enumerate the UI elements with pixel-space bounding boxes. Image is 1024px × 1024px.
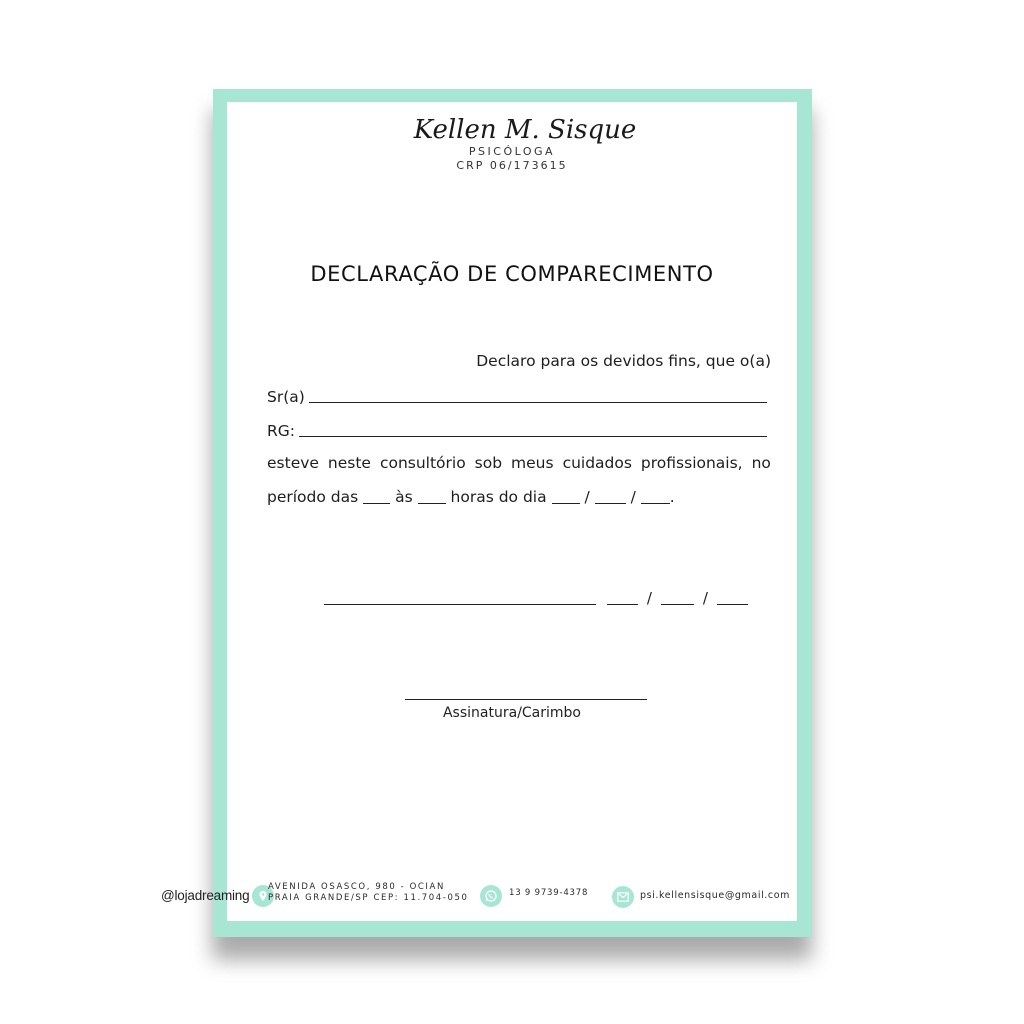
period-between: às [395, 488, 413, 506]
page-title: DECLARAÇÃO DE COMPARECIMENTO [310, 262, 714, 286]
place-blank [324, 603, 596, 605]
end-hour-blank [418, 502, 446, 504]
statement-word: neste [327, 454, 371, 472]
rg-field-row [267, 420, 767, 440]
start-hour-blank [363, 502, 390, 504]
period-end: . [669, 488, 675, 506]
statement-word: sob [474, 454, 503, 472]
statement-word: cuidados [562, 454, 632, 472]
name-field-row [267, 386, 767, 406]
intro-text: Declaro para os devidos fins, que o(a) [476, 352, 771, 370]
sign-year-blank [717, 603, 748, 605]
name-label: Sr(a) [267, 388, 305, 406]
statement-line [267, 454, 771, 472]
profession-label: PSICÓLOGA [468, 145, 556, 158]
watermark-handle: @lojadreaming [161, 888, 250, 903]
address-line-2: PRAIA GRANDE/SP CEP: 11.704-050 [268, 893, 469, 903]
signature-label: Assinatura/Carimbo [442, 705, 581, 721]
email-icon [612, 886, 634, 908]
statement-word: meus [511, 454, 554, 472]
address-block [268, 882, 468, 904]
statement-word: esteve [267, 454, 319, 472]
rg-blank-line [299, 422, 767, 437]
statement-word: consultório [379, 454, 466, 472]
year-blank [641, 502, 670, 504]
sign-month-blank [661, 603, 694, 605]
place-date-line [324, 589, 748, 607]
statement-word: profissionais, [640, 454, 743, 472]
whatsapp-icon [480, 885, 502, 907]
statement-word: no [751, 454, 771, 472]
period-hours-text: horas do dia [450, 488, 547, 506]
date-slash: / [646, 589, 652, 607]
logo-text: Kellen M. Sisque [413, 115, 637, 145]
date-slash: / [702, 589, 708, 607]
period-line [267, 488, 675, 506]
phone-number: 13 9 9739-4378 [509, 888, 589, 898]
day-blank [552, 502, 580, 504]
address-line-1: AVENIDA OSASCO, 980 - OCIAN [268, 882, 445, 892]
document-frame [213, 89, 812, 937]
date-slash: / [584, 488, 590, 506]
document-page [227, 102, 797, 921]
period-prefix: período das [267, 488, 359, 506]
month-blank [595, 502, 626, 504]
footer [227, 882, 797, 915]
email-address: psi.kellensisque@gmail.com [640, 890, 791, 901]
rg-label: RG: [267, 422, 296, 440]
date-slash: / [630, 488, 636, 506]
sign-day-blank [607, 603, 638, 605]
signature-line [405, 699, 647, 700]
registration-number: CRP 06/173615 [456, 159, 568, 172]
name-blank-line [309, 388, 767, 403]
